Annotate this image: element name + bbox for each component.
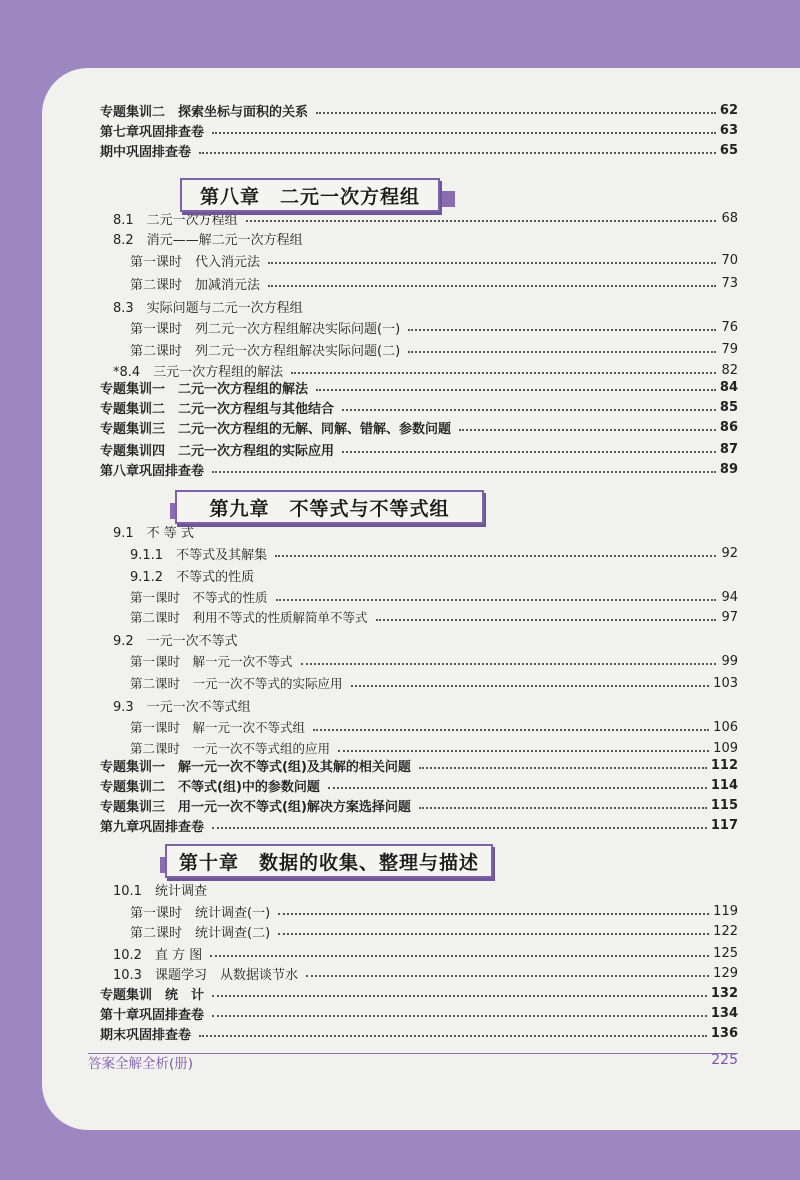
toc-entry-title: 专题集训二 不等式(组)中的参数问题 <box>100 779 320 795</box>
toc-entry <box>100 521 738 541</box>
toc-entry-title: 9.1 不 等 式 <box>113 525 194 541</box>
chapter-title: 第十章 数据的收集、整理与描述 <box>165 844 493 878</box>
toc-entry-page: 70 <box>721 252 738 268</box>
dot-leader <box>306 975 709 977</box>
dot-leader <box>246 220 716 222</box>
dot-leader <box>342 409 716 411</box>
dot-leader <box>408 351 716 353</box>
toc-entry <box>100 943 738 963</box>
toc-entry-title: 专题集训二 二元一次方程组与其他结合 <box>100 401 335 417</box>
toc-entry <box>100 250 738 270</box>
toc-entry <box>100 921 738 941</box>
dot-leader <box>419 807 707 809</box>
dot-leader <box>199 152 716 154</box>
toc-entry <box>100 717 738 737</box>
dot-leader <box>316 389 716 391</box>
dot-leader <box>276 599 716 601</box>
dot-leader <box>212 1015 707 1017</box>
toc-entry <box>100 1003 738 1023</box>
toc-entry <box>100 317 738 337</box>
toc-entry <box>100 695 738 715</box>
toc-entry-title: 10.1 统计调查 <box>113 883 207 899</box>
toc-entry-title: 第一课时 列二元一次方程组解决实际问题(一) <box>130 321 401 337</box>
chapter-heading <box>190 178 455 212</box>
toc-entry-title: 第二课时 统计调查(二) <box>130 925 271 941</box>
toc-entry-title: 专题集训一 解一元一次不等式(组)及其解的相关问题 <box>100 759 411 775</box>
dot-leader <box>268 262 716 264</box>
chapter-title: 第九章 不等式与不等式组 <box>175 490 484 524</box>
dot-leader <box>212 827 707 829</box>
toc-entry-title: 9.1.1 不等式及其解集 <box>130 547 268 563</box>
toc-entry <box>100 459 738 479</box>
toc-entry-page: 85 <box>719 399 738 415</box>
toc-entry <box>100 795 738 815</box>
toc-entry <box>100 339 738 359</box>
dot-leader <box>278 933 709 935</box>
toc-entry-title: 专题集训一 二元一次方程组的解法 <box>100 381 309 397</box>
toc-entry-title: 8.1 二元一次方程组 <box>113 212 238 228</box>
toc-entry-page: 134 <box>710 1005 738 1021</box>
toc-entry-title: 期中巩固排查卷 <box>100 144 192 160</box>
toc-entry-page: 103 <box>713 675 738 691</box>
toc-entry <box>100 901 738 921</box>
toc-entry-page: 86 <box>719 419 738 435</box>
dot-leader <box>212 995 707 997</box>
toc-entry-title: 专题集训三 用一元一次不等式(组)解决方案选择问题 <box>100 799 411 815</box>
toc-entry-title: 第一课时 统计调查(一) <box>130 905 271 921</box>
toc-entry <box>100 120 738 140</box>
toc-entry-page: 125 <box>713 945 738 961</box>
toc-entry-title: 第二课时 加减消元法 <box>130 277 261 293</box>
dot-leader <box>278 913 709 915</box>
dot-leader <box>268 285 716 287</box>
dot-leader <box>419 767 707 769</box>
page-number: 225 <box>711 1052 738 1068</box>
dot-leader <box>328 787 707 789</box>
chapter-heading <box>160 844 495 878</box>
toc-entry-title: 9.2 一元一次不等式 <box>113 633 238 649</box>
toc-entry-page: 73 <box>721 275 738 291</box>
toc-entry <box>100 963 738 983</box>
toc-entry-page: 122 <box>713 923 738 939</box>
toc-entry <box>100 296 738 316</box>
toc-entry-page: 89 <box>719 461 738 477</box>
toc-entry-title: 第二课时 一元一次不等式的实际应用 <box>130 676 343 691</box>
toc-entry-page: 92 <box>721 545 738 561</box>
toc-entry <box>100 673 738 693</box>
toc-entry <box>100 543 738 563</box>
toc-entry-title: 8.2 消元——解二元一次方程组 <box>113 232 303 248</box>
toc-entry-page: 132 <box>710 985 738 1001</box>
dot-leader <box>316 112 716 114</box>
dot-leader <box>301 663 716 665</box>
toc-entry <box>100 439 738 459</box>
toc-entry-page: 115 <box>710 797 738 813</box>
toc-entry-page: 117 <box>710 817 738 833</box>
toc-entry <box>100 587 738 607</box>
toc-entry-title: 第二课时 列二元一次方程组解决实际问题(二) <box>130 343 401 359</box>
toc-entry-title: 第二课时 利用不等式的性质解简单不等式 <box>130 610 368 625</box>
toc-entry <box>100 629 738 649</box>
toc-entry-title: 专题集训四 二元一次方程组的实际应用 <box>100 443 335 459</box>
toc-entry-title: 第二课时 一元一次不等式组的应用 <box>130 741 331 756</box>
toc-entry-page: 63 <box>719 122 738 138</box>
toc-entry <box>100 879 738 899</box>
toc-entry-title: 专题集训二 探索坐标与面积的关系 <box>100 104 309 120</box>
dot-leader <box>212 132 716 134</box>
toc-entry-page: 65 <box>719 142 738 158</box>
toc-entry-title: 专题集训三 二元一次方程组的无解、同解、错解、参数问题 <box>100 421 452 437</box>
toc-entry-title: 第八章巩固排查卷 <box>100 463 205 479</box>
dot-leader <box>342 451 716 453</box>
dot-leader <box>313 729 709 731</box>
toc-entry <box>100 1023 738 1043</box>
toc-entry-page: 119 <box>713 903 738 919</box>
toc-entry-title: 10.2 直 方 图 <box>113 947 203 963</box>
dot-leader <box>212 471 716 473</box>
page-footer <box>88 1053 738 1074</box>
dot-leader <box>408 329 716 331</box>
toc-entry-title: 第一课时 代入消元法 <box>130 254 261 270</box>
toc-entry-page: 129 <box>713 965 738 981</box>
dot-leader <box>199 1035 707 1037</box>
toc-entry <box>100 755 738 775</box>
footer-title: 答案全解全析(册) <box>88 1056 194 1072</box>
toc-entry-title: 10.3 课题学习 从数据谈节水 <box>113 967 298 983</box>
toc-entry-page: 99 <box>721 653 738 669</box>
toc-entry <box>100 651 738 671</box>
toc-entry-title: 第七章巩固排查卷 <box>100 124 205 140</box>
toc-entry-title: 8.3 实际问题与二元一次方程组 <box>113 300 303 316</box>
toc-entry-title: *8.4 三元一次方程组的解法 <box>113 364 284 380</box>
toc-entry-title: 第十章巩固排查卷 <box>100 1007 205 1023</box>
toc-entry <box>100 397 738 417</box>
toc-entry-title: 专题集训 统 计 <box>100 987 205 1003</box>
toc-entry-page: 87 <box>719 441 738 457</box>
toc-entry-page: 84 <box>719 379 738 395</box>
toc-entry <box>100 983 738 1003</box>
toc-entry-page: 94 <box>721 589 738 605</box>
toc-entry-page: 68 <box>721 210 738 226</box>
toc-entry-title: 9.3 一元一次不等式组 <box>113 699 251 715</box>
toc-entry-title: 期末巩固排查卷 <box>100 1027 192 1043</box>
toc-entry-page: 109 <box>713 740 738 756</box>
toc-entry <box>100 377 738 397</box>
dot-leader <box>459 429 716 431</box>
chapter-heading <box>170 490 485 524</box>
toc-entry <box>100 775 738 795</box>
toc-entry-page: 106 <box>713 719 738 735</box>
toc-entry <box>100 228 738 248</box>
toc-entry <box>100 607 738 627</box>
toc-entry-page: 97 <box>721 609 738 625</box>
toc-entry-title: 第一课时 解一元一次不等式 <box>130 654 293 669</box>
toc-entry <box>100 417 738 437</box>
toc-entry <box>100 273 738 293</box>
toc-entry-title: 第一课时 不等式的性质 <box>130 590 268 605</box>
dot-leader <box>275 555 716 557</box>
toc-entry-page: 79 <box>721 341 738 357</box>
toc-entry-title: 第一课时 解一元一次不等式组 <box>130 720 306 735</box>
toc-entry <box>100 140 738 160</box>
dot-leader <box>376 619 716 621</box>
toc-entry-page: 82 <box>721 362 738 378</box>
dot-leader <box>338 750 709 752</box>
toc-entry-page: 62 <box>719 102 738 118</box>
toc-entry-page: 114 <box>710 777 738 793</box>
chapter-title: 第八章 二元一次方程组 <box>180 178 440 212</box>
dot-leader <box>291 372 716 374</box>
toc-entry <box>100 815 738 835</box>
toc-entry-page: 112 <box>710 757 738 773</box>
dot-leader <box>210 955 709 957</box>
toc-entry <box>100 100 738 120</box>
toc-entry-page: 136 <box>710 1025 738 1041</box>
toc-entry-page: 76 <box>721 319 738 335</box>
toc-entry <box>100 565 738 585</box>
toc-entry-title: 9.1.2 不等式的性质 <box>130 569 255 585</box>
toc-entry-title: 第九章巩固排查卷 <box>100 819 205 835</box>
dot-leader <box>351 685 710 687</box>
